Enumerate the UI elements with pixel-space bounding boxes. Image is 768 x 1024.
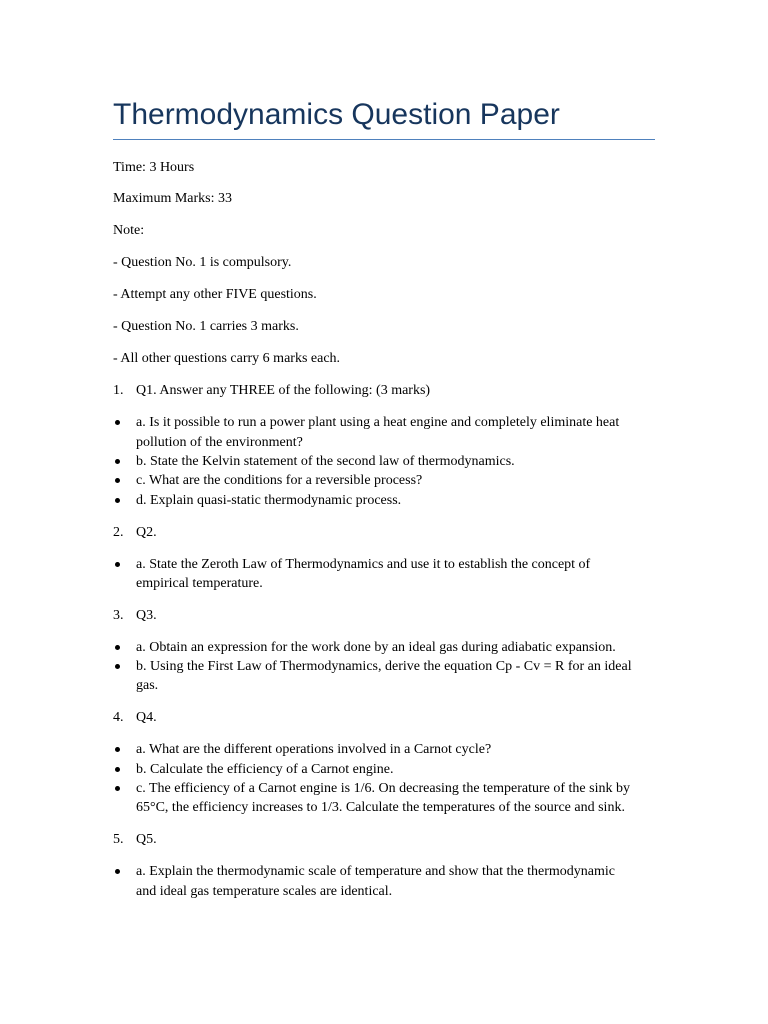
question-number: 1. [113, 383, 124, 399]
part-text-line: b. State the Kelvin statement of the second law of thermodynamics. [136, 453, 515, 469]
note-label: Note: [113, 223, 145, 239]
part-text-line: gas. [136, 678, 159, 694]
question-parts-5 [113, 862, 655, 901]
question-title: Q3. [136, 607, 157, 623]
question-title: Q4. [136, 710, 157, 726]
question-part [113, 555, 655, 594]
note-item: - Question No. 1 is compulsory. [113, 255, 292, 271]
bullet-icon [115, 459, 120, 464]
question-parts-2 [113, 555, 655, 594]
part-text-line: a. Obtain an expression for the work done by an ideal gas during adiabatic expansion. [136, 639, 616, 655]
question-parts-3 [113, 638, 655, 696]
bullet-icon [115, 664, 120, 669]
question-number: 3. [113, 607, 124, 623]
question-part [113, 471, 655, 490]
question-number: 2. [113, 524, 124, 540]
note-item: - All other questions carry 6 marks each. [113, 351, 341, 367]
part-text-line: a. Is it possible to run a power plant using a heat engine and completely eliminate heat [136, 415, 620, 431]
part-text-line: a. Explain the thermodynamic scale of temperature and show that the thermodynamic [136, 864, 615, 880]
time-info: Time: 3 Hours [113, 159, 195, 175]
question-part [113, 657, 655, 696]
question-part [113, 779, 655, 818]
part-text-line: a. State the Zeroth Law of Thermodynamics and use it to establish the concept of [136, 556, 591, 572]
bullet-icon [115, 478, 120, 483]
part-text-line: and ideal gas temperature scales are identical. [136, 883, 393, 899]
question-part [113, 740, 655, 759]
question-part [113, 413, 655, 452]
bullet-icon [115, 786, 120, 791]
part-text-line: 65°C, the efficiency increases to 1/3. Calculate the temperatures of the source and sink. [136, 800, 625, 816]
note-item: - Attempt any other FIVE questions. [113, 287, 317, 303]
document-content [113, 97, 655, 914]
part-text-line: b. Calculate the efficiency of a Carnot engine. [136, 761, 394, 777]
question-number: 5. [113, 832, 124, 848]
document-body [113, 158, 655, 901]
bullet-icon [115, 869, 120, 874]
question-part [113, 638, 655, 657]
bullet-icon [115, 747, 120, 752]
question-title: Q1. Answer any THREE of the following: (3 marks) [136, 383, 431, 399]
question-heading-4 [113, 708, 655, 727]
question-part [113, 862, 655, 901]
question-heading-2 [113, 523, 655, 542]
max-marks-info: Maximum Marks: 33 [113, 191, 232, 207]
bullet-icon [115, 498, 120, 503]
note-item: - Question No. 1 carries 3 marks. [113, 319, 299, 335]
question-part [113, 452, 655, 471]
question-parts-4 [113, 740, 655, 817]
question-part [113, 760, 655, 779]
question-number: 4. [113, 710, 124, 726]
part-text-line: d. Explain quasi-static thermodynamic process. [136, 492, 402, 508]
part-text-line: c. What are the conditions for a reversible process? [136, 473, 423, 489]
part-text-line: empirical temperature. [136, 575, 263, 591]
page-title: Thermodynamics Question Paper [113, 97, 655, 140]
question-part [113, 491, 655, 510]
bullet-icon [115, 767, 120, 772]
question-title: Q5. [136, 832, 157, 848]
bullet-icon [115, 562, 120, 567]
bullet-icon [115, 645, 120, 650]
bullet-icon [115, 420, 120, 425]
part-text-line: a. What are the different operations involved in a Carnot cycle? [136, 742, 492, 758]
question-heading-1 [113, 381, 655, 400]
part-text-line: pollution of the environment? [136, 434, 303, 450]
question-title: Q2. [136, 524, 157, 540]
question-parts-1 [113, 413, 655, 509]
part-text-line: b. Using the First Law of Thermodynamics, derive the equation Cp - Cv = R for an ideal [136, 659, 632, 675]
question-heading-3 [113, 606, 655, 625]
question-heading-5 [113, 830, 655, 849]
part-text-line: c. The efficiency of a Carnot engine is 1/6. On decreasing the temperature of the sink by [136, 780, 630, 796]
